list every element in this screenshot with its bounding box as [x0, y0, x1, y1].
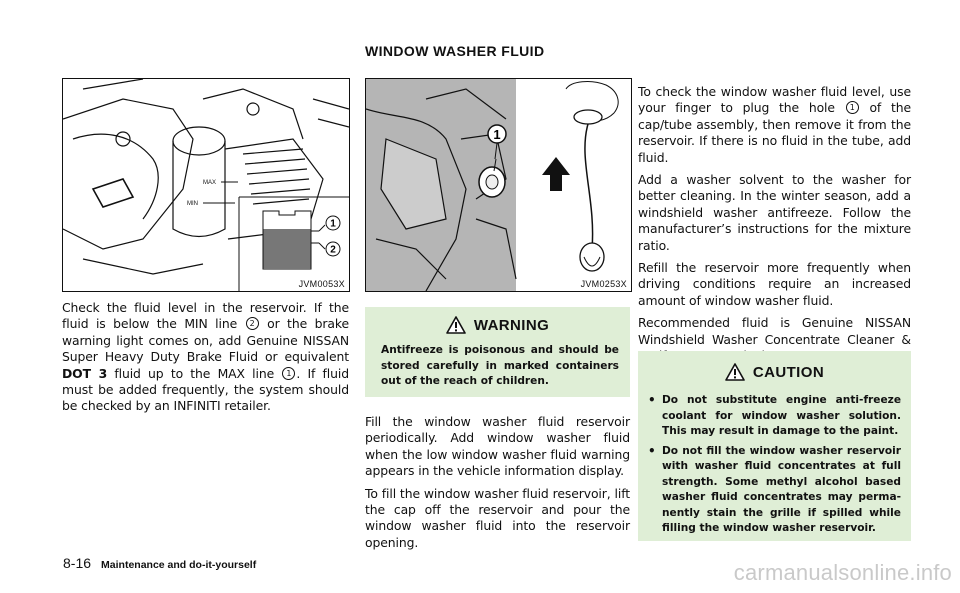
- recommended-fluid-paragraph: Recommended fluid is Genuine NISSAN Windshield Washer Concentrate Cleaner &: [638, 315, 911, 347]
- figure-code: JVM0253X: [580, 279, 627, 289]
- washer-reservoir-illustration: [366, 79, 631, 291]
- brake-reservoir-figure: [62, 78, 350, 292]
- caution-item: • Do not substitute engine anti-freeze coolant for window washer solution. This may result in damage to the paint.: [644, 393, 901, 440]
- warning-title: WARNING: [473, 316, 550, 334]
- caution-title: CAUTION: [752, 363, 825, 381]
- refill-paragraph: Refill the reservoir more frequently when driving conditions require an increased amount of window washer fluid.: [638, 260, 911, 308]
- callout-1-inline: 1: [282, 367, 295, 380]
- max-label: MAX: [203, 180, 217, 186]
- warning-triangle-icon: [446, 316, 466, 334]
- fill-periodically-paragraph: Fill the window washer fluid reservoir periodically. Add window washer fluid when the low window washer fluid warning appears in the vehicle information display.: [365, 414, 630, 479]
- brake-reservoir-illustration: [63, 79, 349, 291]
- middle-column: [365, 414, 630, 557]
- caution-item: • Do not fill the window washer reservoir with washer fluid concentrates at full strength. Some methyl alcohol based washer fluid concentrates may perma- nently stain the grille if spilled while filling the window washer reservoir.: [644, 444, 901, 537]
- footer-section-title: Maintenance and do-it-yourself: [101, 559, 257, 571]
- caution-header: [638, 351, 911, 381]
- warning-triangle-icon: [725, 363, 745, 381]
- callout-1-inline: 1: [846, 101, 859, 114]
- callout-1: 1: [493, 127, 501, 142]
- up-arrow-icon: [542, 157, 570, 191]
- watermark: carmanualsonline.info: [733, 560, 952, 585]
- solvent-paragraph: Add a washer solvent to the washer for better cleaning. In the winter season, add a windshield washer antifreeze. Follow the manufacturer’s instructions for the mixture ratio.: [638, 172, 911, 253]
- page-number: 8-16: [63, 555, 92, 571]
- warning-header: [365, 307, 630, 334]
- warning-box: [365, 307, 630, 397]
- right-column: [638, 84, 911, 371]
- min-label: MIN: [187, 201, 198, 207]
- brake-fluid-paragraph: Check the fluid level in the reservoir. If the fluid is below the MIN line 2 or the brake warning light comes on, add Genuine NISSAN Super Heavy Duty Brake Fluid or equivalent DOT 3 fluid up to the MAX line 1 . If fluid must be added frequently, the system should be checked by an INFINITI retailer.: [62, 300, 349, 414]
- figure-code: JVM0053X: [298, 279, 345, 289]
- section-title: WINDOW WASHER FLUID: [365, 43, 545, 59]
- level-inset: [239, 197, 349, 291]
- caution-box: [638, 351, 911, 541]
- check-level-paragraph: To check the window washer fluid level, use your finger to plug the hole 1 of the cap/tube assembly, then remove it from the reservoir. If there is no fluid in the tube, add fluid.: [638, 84, 911, 165]
- fill-instructions-paragraph: To fill the window washer fluid reservoir, lift the cap off the reservoir and pour the window washer fluid into the reservoir opening.: [365, 485, 630, 550]
- washer-reservoir-figure: [365, 78, 632, 292]
- callout-1: 1: [330, 218, 336, 230]
- warning-text: Antifreeze is poisonous and should be stored carefully in marked containers out of the reach of children.: [381, 344, 619, 387]
- callout-2: 2: [330, 244, 336, 256]
- left-column: [62, 300, 349, 421]
- callout-2-inline: 2: [246, 317, 259, 330]
- page-footer: [63, 555, 256, 571]
- caution-list: [638, 381, 911, 537]
